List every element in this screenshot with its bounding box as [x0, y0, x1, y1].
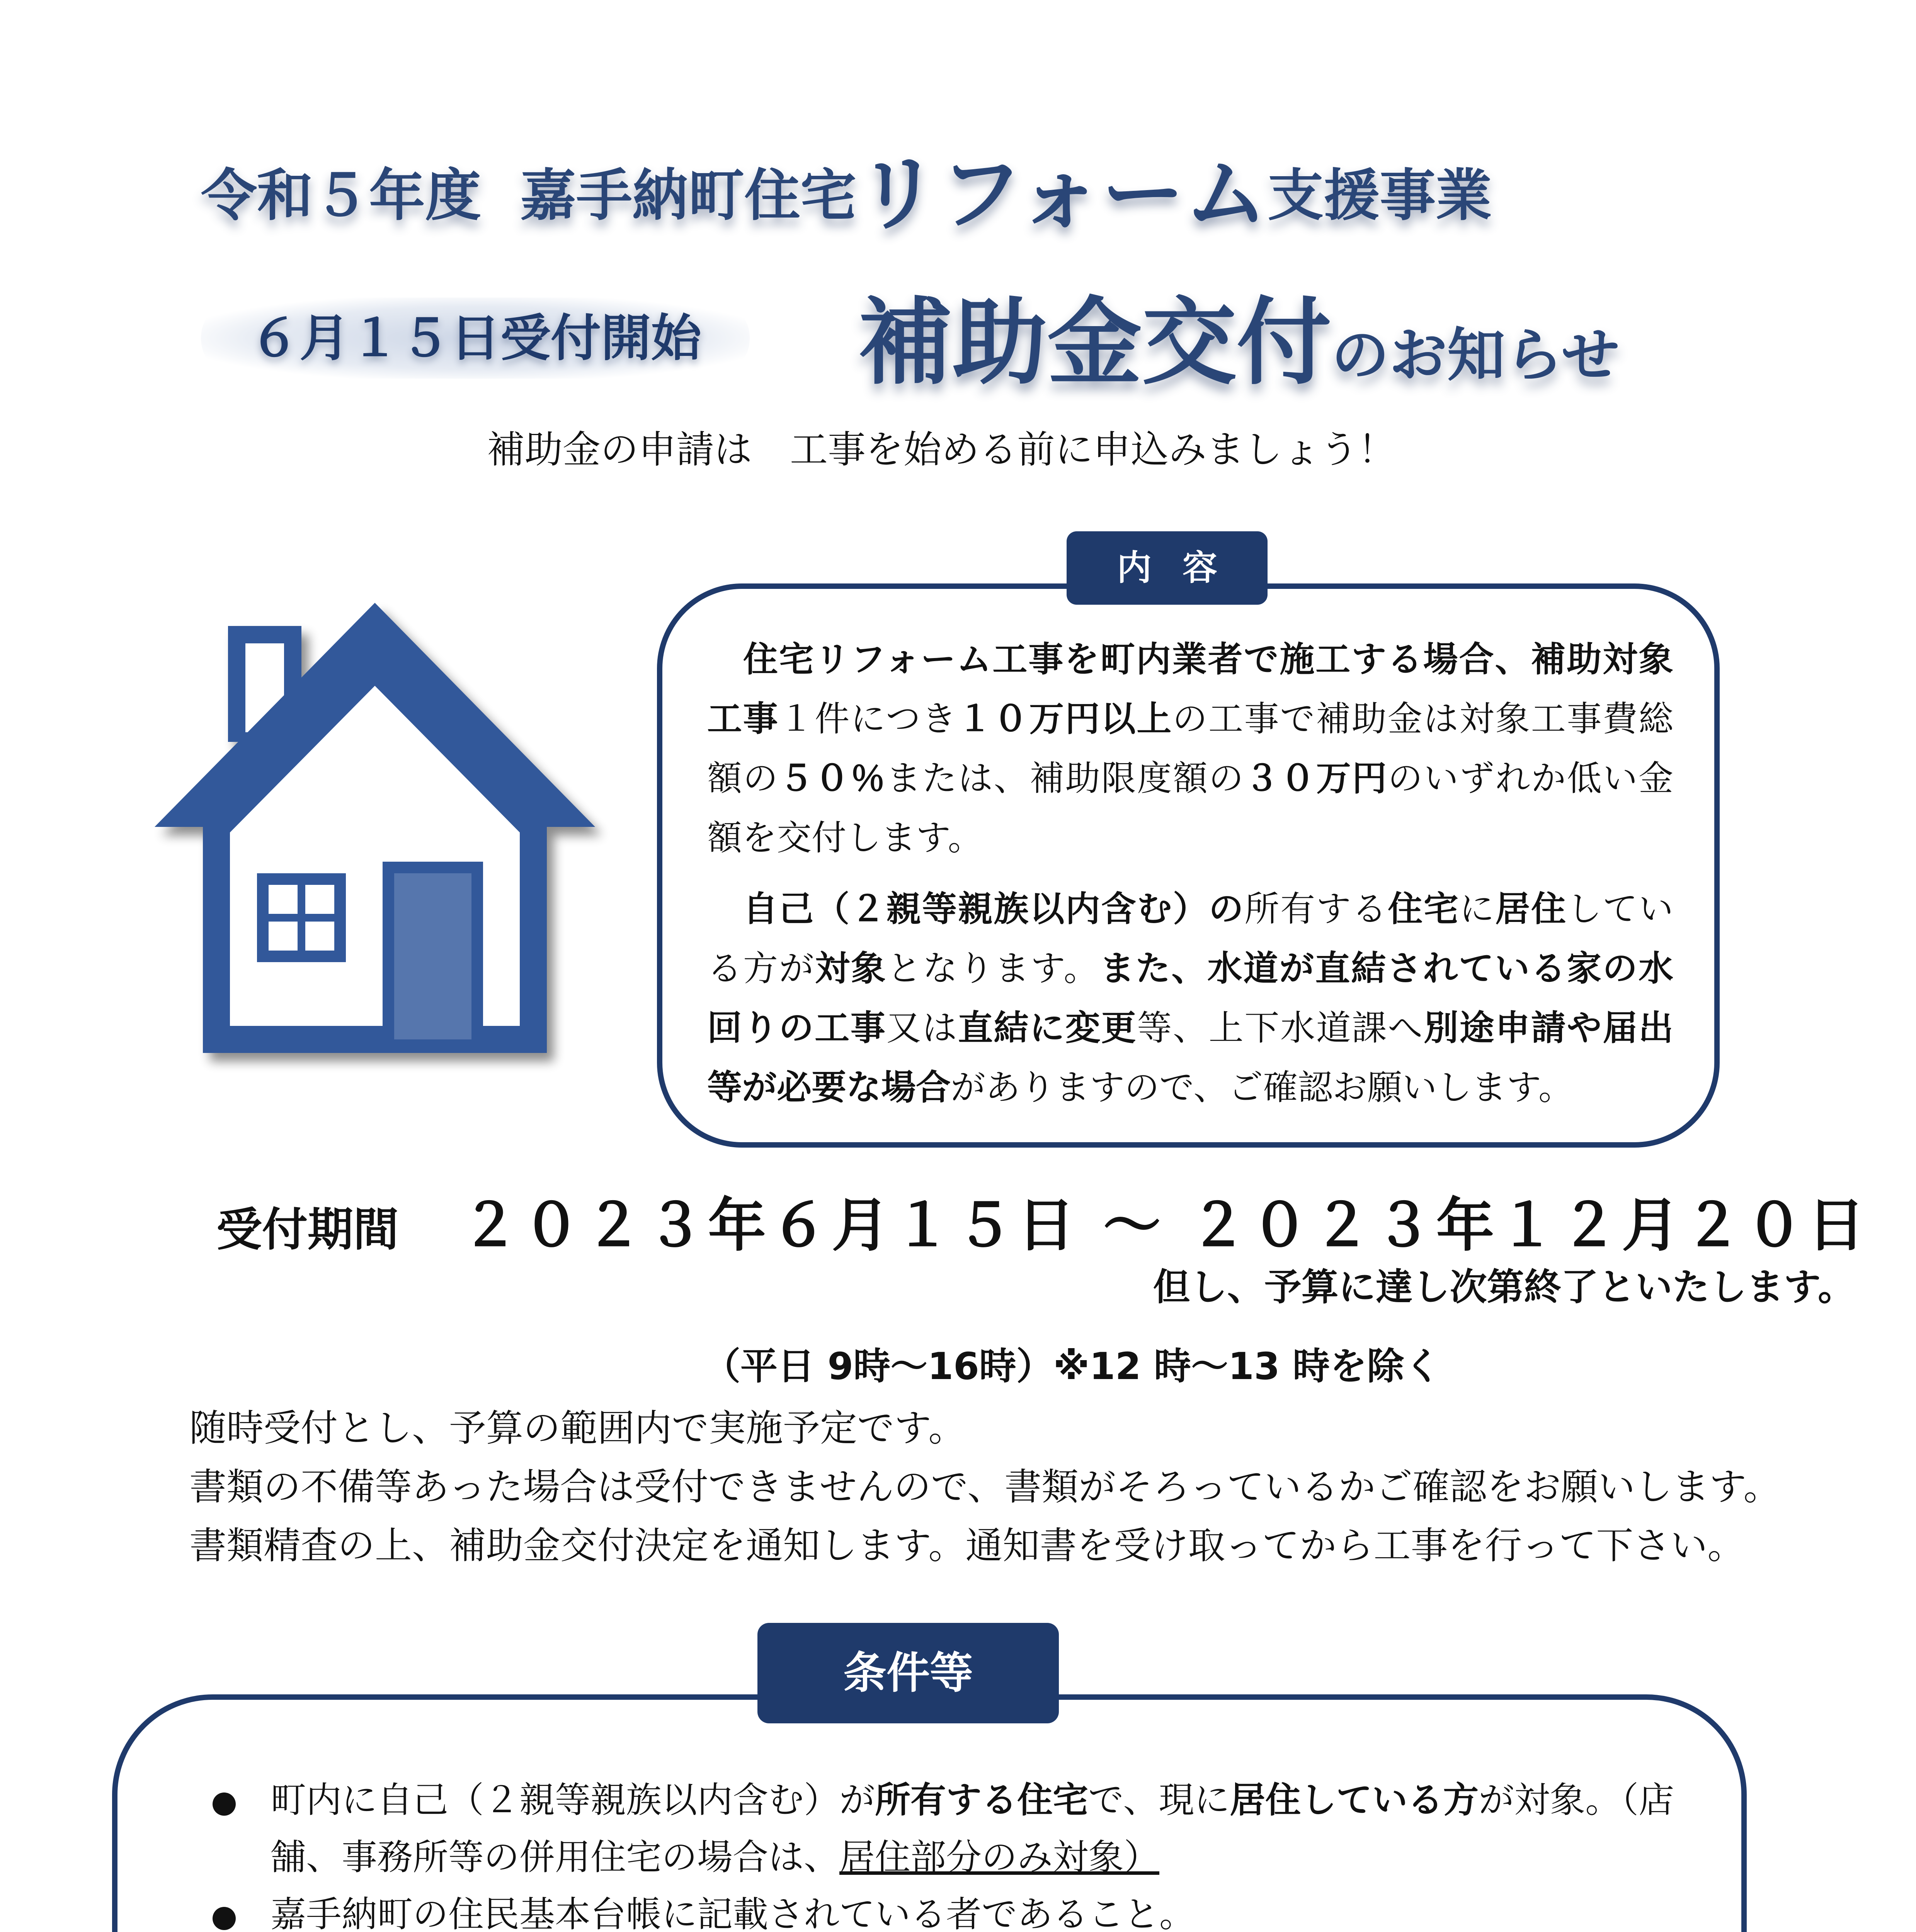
- office-hours: （平日 9時～16時）※12 時～13 時を除く: [703, 1345, 1441, 1388]
- text-run: 嘉手納町の住民基本台帳に記載されている者であること。: [271, 1894, 1195, 1932]
- text-run: 直結に変更: [958, 1008, 1137, 1048]
- bullet-icon: [213, 1907, 236, 1930]
- notice-title: [858, 267, 1747, 398]
- notice-title-suffix: のお知らせ: [1331, 322, 1620, 389]
- text-run: ３０万円: [1244, 758, 1388, 799]
- text-run: 居住: [1495, 889, 1567, 929]
- text-run: １０万円以上: [957, 699, 1173, 739]
- intro-text: 補助金の申請は 工事を始める前に申込みましょう！: [487, 428, 1396, 472]
- note-line: 書類の不備等あった場合は受付できませんので、書類がそろっているかご確認をお願いします。: [189, 1465, 1781, 1509]
- text-run: または、補助限度額の: [886, 758, 1245, 799]
- content-label: 内容: [1067, 531, 1268, 605]
- content-text: [707, 630, 1673, 1117]
- reception-start-badge: ６月１５日受付開始: [201, 298, 750, 379]
- title-year: 令和５年度: [201, 163, 481, 228]
- content-paragraph-2: [707, 879, 1673, 1117]
- note-line: 書類精査の上、補助金交付決定を通知します。通知書を受け取ってから工事を行って下さい。: [189, 1524, 1745, 1567]
- conditions-label: 条件等: [757, 1623, 1059, 1723]
- text-run: 又は: [886, 1008, 958, 1048]
- page-title: [201, 128, 1747, 242]
- condition-item: [209, 1772, 1716, 1886]
- text-run: 住宅リフォーム工事を町内業者で施工する場合、補助対象工事: [707, 639, 1673, 739]
- condition-item: [209, 1886, 1716, 1932]
- reception-period: [216, 1179, 1869, 1259]
- text-run: 所有する: [1244, 889, 1388, 929]
- text-run: 居住部分のみ対象）: [839, 1837, 1160, 1878]
- text-run: となります。: [887, 948, 1100, 989]
- text-run: 住宅: [1388, 889, 1460, 929]
- title-town-housing: 嘉手納町住宅: [520, 163, 856, 228]
- title-support: 支援事業: [1268, 163, 1492, 228]
- text-run: 自己（２親等親族以内含む）の: [707, 889, 1245, 929]
- title-reform: リフォーム: [856, 145, 1268, 242]
- text-run: 別途申請や届出等が必要な場合: [707, 1008, 1674, 1108]
- text-run: ５０％: [779, 758, 887, 799]
- budget-note: 但し、予算に達し次第終了といたします。: [1153, 1265, 1855, 1309]
- reception-period-dates: ２０２３年６月１５日 ～ ２０２３年１２月２０日: [461, 1192, 1869, 1259]
- text-run: のいずれか低い金額を交付します。: [707, 758, 1674, 858]
- text-run: 所有する住宅: [875, 1779, 1089, 1821]
- text-run: している方が: [707, 889, 1674, 989]
- notice-title-main: 補助金交付: [858, 287, 1331, 398]
- text-run: で、現に: [1088, 1779, 1230, 1821]
- notes: [189, 1399, 1851, 1575]
- reception-period-label: 受付期間: [216, 1203, 399, 1256]
- text-run: 対象: [815, 948, 887, 989]
- text-run: 居住している方: [1230, 1779, 1479, 1821]
- text-run: 町内に自己（２親等親族以内含む）が: [271, 1779, 875, 1821]
- house-icon: [147, 595, 618, 1082]
- text-run: が対象。（店舗、事務所等の併用住宅の場合は、: [271, 1779, 1674, 1878]
- note-line: 随時受付とし、予算の範囲内で実施予定です。: [189, 1406, 966, 1450]
- bullet-icon: [213, 1793, 236, 1816]
- text-run: がありますので、ご確認お願いします。: [951, 1067, 1573, 1108]
- conditions-list: [209, 1772, 1716, 1932]
- text-run: 等、上下水道課へ: [1137, 1008, 1424, 1048]
- text-run: また、水道が直結されている家の水回りの工事: [707, 948, 1673, 1048]
- text-run: に: [1459, 889, 1496, 929]
- text-run: １件につき: [779, 699, 958, 739]
- content-paragraph-1: [707, 630, 1673, 868]
- text-run: の工事で補助金は対象工事費総額の: [707, 699, 1674, 799]
